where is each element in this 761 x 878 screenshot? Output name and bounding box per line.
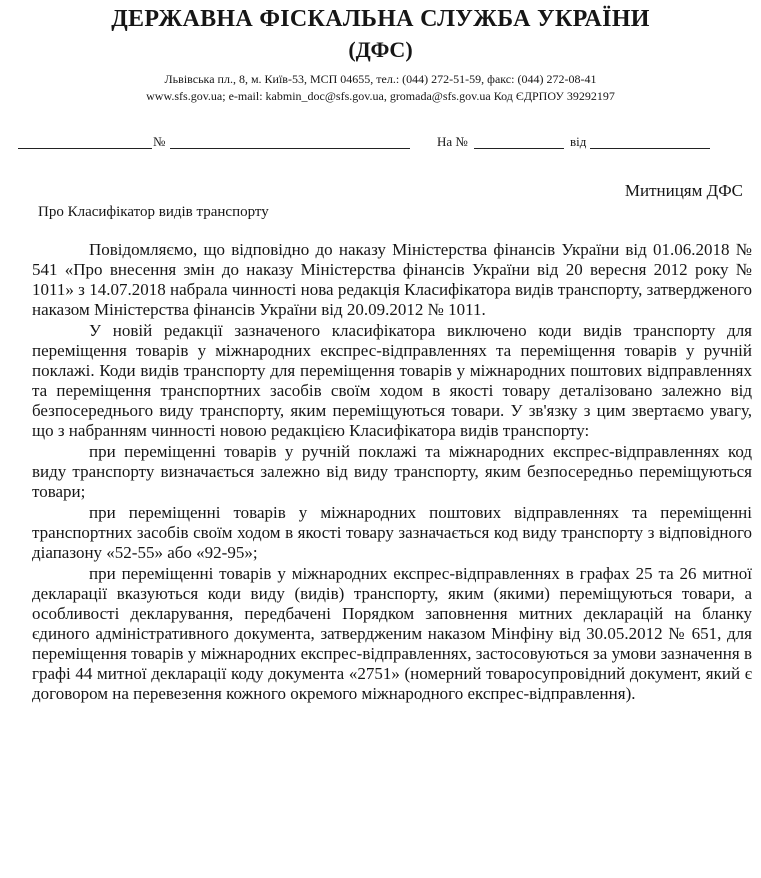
reply-date-label: від bbox=[570, 134, 587, 149]
body-paragraph: Повідомляємо, що відповідно до наказу Міністерства фінансів України від 01.06.2018 № 541 «Про внесення змін до наказу Міністерства фінансів України від 20 вересня 2012 року № 1011» з 14.07.2018 набрала чинності нова редакція Класифікатора видів транспорту, затвердженого наказом Міністерства фінансів України від 20.09.2012 № 1011. bbox=[32, 240, 752, 319]
letter-subject: Про Класифікатор видів транспорту bbox=[38, 204, 269, 220]
body-paragraph: при переміщенні товарів у ручній поклажі та міжнародних експрес-відправленнях код виду транспорту визначається залежно від виду транспорту, яким безпосередньо переміщуються товари; bbox=[32, 442, 752, 501]
reply-to-number-line bbox=[474, 148, 564, 149]
reply-date-line bbox=[590, 148, 710, 149]
organization-abbreviation: (ДФС) bbox=[348, 37, 413, 62]
reply-to-number-label: На № bbox=[437, 134, 468, 149]
contact-address-line: Львівська пл., 8, м. Київ-53, МСП 04655, тел.: (044) 272-51-59, факс: (044) 272-08-41 bbox=[164, 72, 597, 86]
registration-row bbox=[0, 134, 761, 152]
body-paragraph: при переміщенні товарів у міжнародних експрес-відправленнях в графах 25 та 26 митної декларації вказуються коди виду (видів) транспорту, яким (якими) переміщуються товари, а особливості декларування, передбачені Порядком заповнення митних декларацій на бланку єдиного адміністративного документа, затвердженим наказом Мінфіну від 30.05.2012 № 651, для переміщення товарів у міжнародних експрес-відправленнях, застосовуються за умови зазначення в графі 44 митної декларації коду документа «2751» (номерний товаросупровідний документ, який є договором на перевезення кожного окремого міжнародного експрес-відправлення). bbox=[32, 564, 752, 703]
organization-name: ДЕРЖАВНА ФІСКАЛЬНА СЛУЖБА УКРАЇНИ bbox=[111, 6, 650, 32]
outgoing-date-line bbox=[18, 148, 152, 149]
contact-details bbox=[0, 71, 761, 105]
addressee: Митницям ДФС bbox=[624, 181, 743, 200]
contact-web-email-line: www.sfs.gov.ua; e-mail: kabmin_doc@sfs.gov.ua, gromada@sfs.gov.ua Код ЄДРПОУ 39292197 bbox=[146, 89, 615, 103]
letter-body bbox=[32, 240, 752, 704]
body-paragraph: У новій редакції зазначеного класифікатора виключено коди видів транспорту для переміщення товарів у міжнародних експрес-відправленнях та переміщення товарів у ручній поклажі. Коди видів транспорту для переміщення товарів у міжнародних поштових відправленнях та переміщення транспортних засобів своїм ходом в якості товару деталізовано залежно від безпосереднього виду транспорту, яким переміщуються товари. У зв'язку з цим звертаємо увагу, що з набранням чинності новою редакцією Класифікатора видів транспорту: bbox=[32, 321, 752, 440]
outgoing-number-line bbox=[170, 148, 410, 149]
outgoing-number-label: № bbox=[153, 134, 166, 149]
body-paragraph: при переміщенні товарів у міжнародних поштових відправленнях та переміщенні транспортних засобів своїм ходом в якості товару зазначається код виду транспорту з відповідного діапазону «52-55» або «92-95»; bbox=[32, 503, 752, 562]
